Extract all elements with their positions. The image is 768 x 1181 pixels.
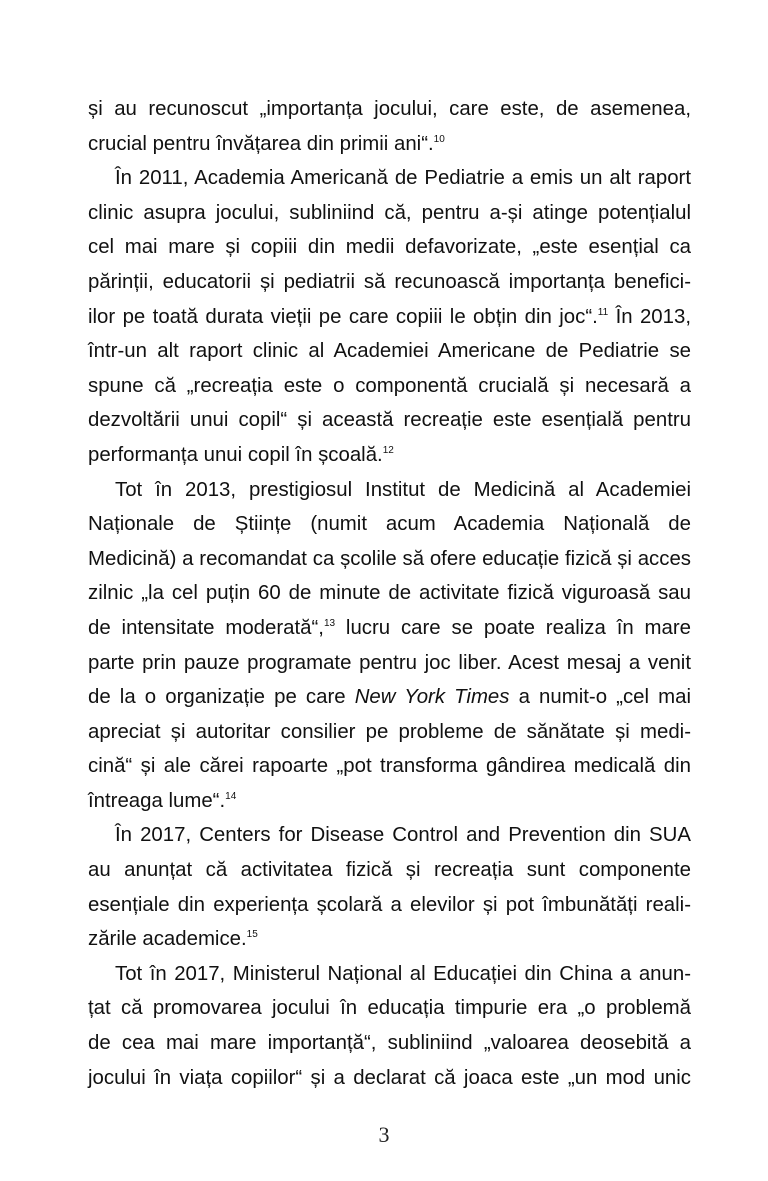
text-line: au anunțat că activitatea fizică și recreația sunt componente	[88, 859, 691, 882]
text-line: țat că promovarea jocului în educația timpurie era „o problemă	[88, 997, 691, 1020]
text-fragment: de intensitate moderată“,	[88, 616, 324, 639]
text-line: jocului în viața copiilor“ și a declarat că joaca este „un mod unic	[88, 1066, 691, 1089]
text-line: În 2017, Centers for Disease Control and Prevention din SUA	[115, 824, 691, 847]
text-line: parte prin pauze programate pentru joc liber. Acest mesaj a venit	[88, 651, 691, 674]
text-line: cel mai mare și copiii din medii defavorizate, „este esențial ca	[88, 236, 691, 259]
paragraph-2	[88, 161, 691, 472]
text-fragment: ilor pe toată durata vieții pe care copiii le obțin din joc“.	[88, 305, 598, 328]
text-line: Tot în 2013, prestigiosul Institut de Medicină al Academiei	[115, 478, 691, 501]
text-line: apreciat și autoritar consilier pe probleme de sănătate și medi-	[88, 720, 691, 743]
text-line	[88, 300, 691, 335]
text-line: dezvoltării unui copil“ și această recreație este esențială pentru	[88, 409, 691, 432]
text-line: Tot în 2017, Ministerul Național al Educației din China a anun-	[115, 962, 691, 985]
text-line: Medicină) a recomandat ca școlile să ofere educație fizică și acces	[88, 547, 691, 570]
text-fragment: a numit-o „cel mai	[509, 686, 691, 709]
footnote-ref-15: 15	[246, 929, 258, 941]
footnote-ref-14: 14	[225, 791, 237, 803]
text-line	[88, 611, 691, 646]
page-number: 3	[378, 1122, 390, 1147]
paragraph-3	[88, 473, 691, 819]
text-line	[88, 438, 691, 473]
paragraph-4	[88, 818, 691, 956]
text-fragment: lucru care se poate realiza în mare	[335, 616, 692, 639]
text-line: Naționale de Științe (numit acum Academia Națională de	[88, 513, 691, 536]
publication-title: New York Times	[354, 686, 510, 709]
paragraph-1	[88, 92, 691, 161]
text-line: zilnic „la cel puțin 60 de minute de activitate fizică viguroasă sau	[88, 582, 691, 605]
footnote-ref-12: 12	[382, 445, 394, 457]
text-line: cină“ și ale cărei rapoarte „pot transforma gândirea medicală din	[88, 755, 691, 778]
text-fragment: zările academice.	[88, 928, 247, 951]
footnote-ref-13: 13	[323, 618, 336, 630]
text-line: esențiale din experiența școlară a elevilor și pot îmbunătăți reali-	[88, 893, 691, 916]
text-fragment: întreaga lume“.	[88, 789, 226, 812]
text-fragment: performanța unui copil în școală.	[88, 443, 383, 466]
paragraph-5	[88, 957, 691, 1095]
text-line	[88, 680, 691, 715]
text-line: În 2011, Academia Americană de Pediatrie a emis un alt raport	[115, 167, 691, 190]
text-line: și au recunoscut „importanța jocului, care este, de asemenea,	[88, 98, 691, 120]
text-line	[88, 784, 691, 819]
text-line	[88, 922, 691, 957]
text-fragment: crucial pentru învățarea din primii ani“.	[88, 132, 434, 155]
text-line: spune că „recreația este o componentă crucială și necesară a	[88, 374, 691, 397]
text-fragment: de la o organizație pe care	[88, 686, 355, 709]
text-line: clinic asupra jocului, subliniind că, pentru a-și atinge potențialul	[88, 201, 691, 224]
footnote-ref-11: 11	[597, 306, 609, 318]
text-fragment: În 2013,	[608, 305, 691, 328]
footnote-ref-10: 10	[433, 133, 445, 145]
text-line: părinții, educatorii și pediatrii să recunoască importanța benefici-	[88, 270, 691, 293]
text-line	[88, 127, 691, 162]
text-line: de cea mai mare importanță“, subliniind „valoarea deosebită a	[88, 1032, 691, 1055]
text-line: într-un alt raport clinic al Academiei Americane de Pediatrie se	[88, 340, 691, 363]
book-page-body	[88, 92, 691, 1095]
